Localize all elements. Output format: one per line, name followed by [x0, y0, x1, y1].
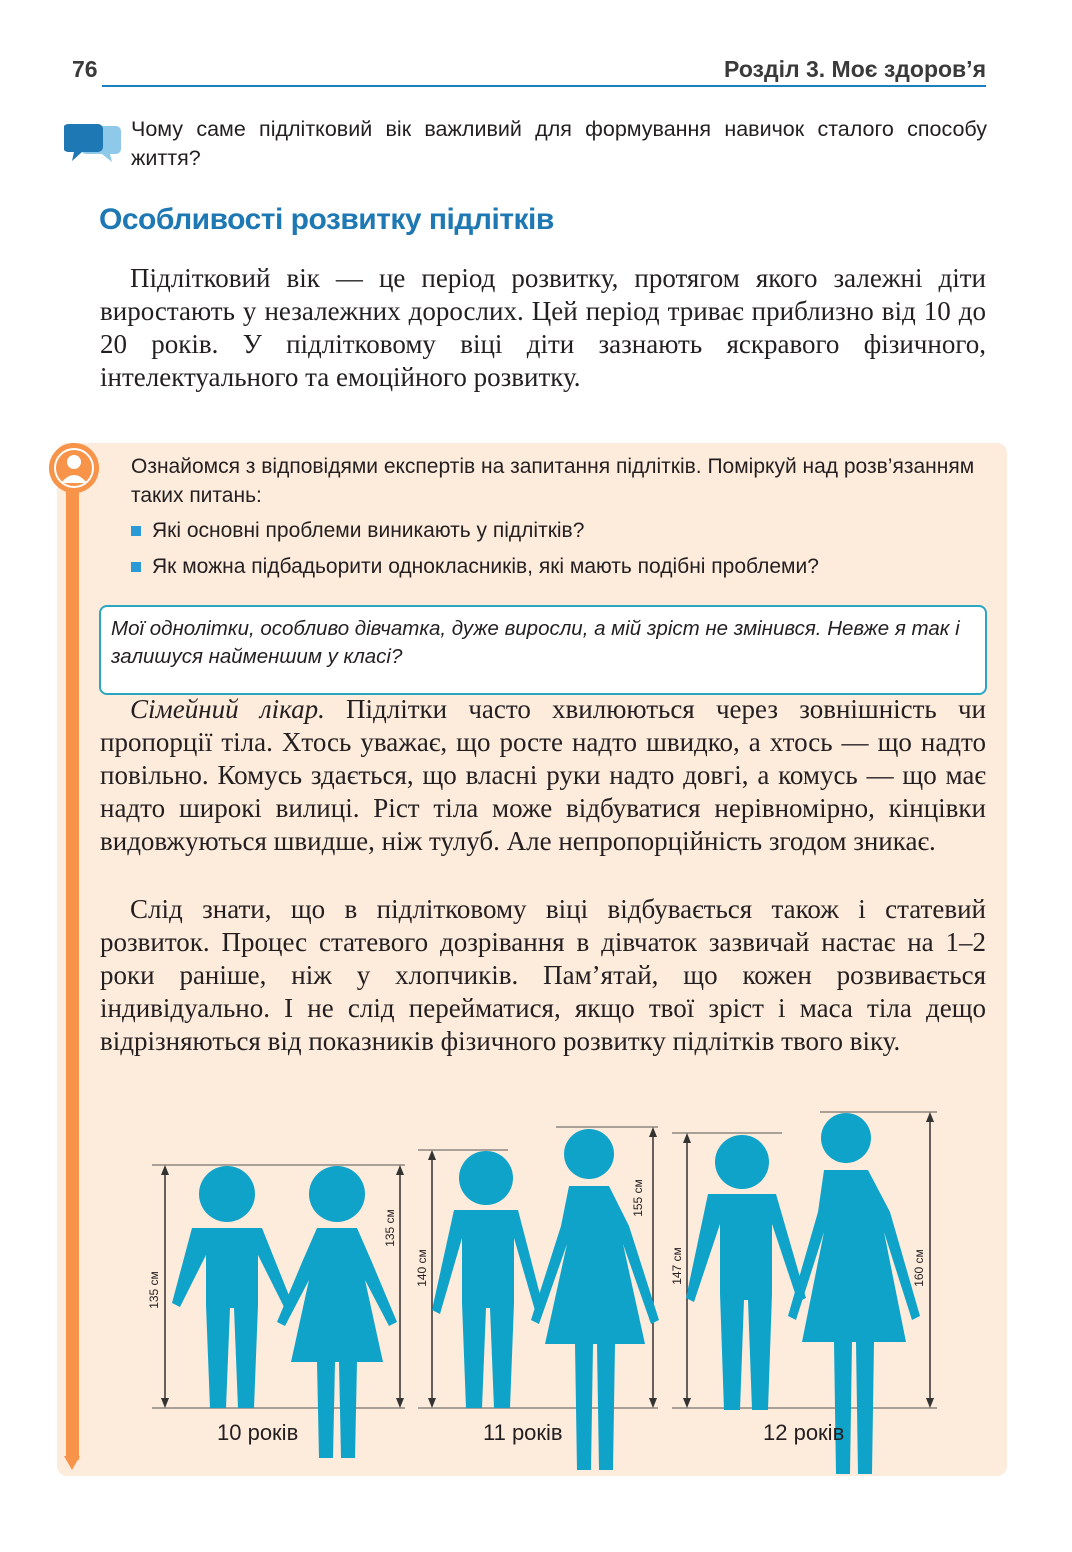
age-label: 10 років: [217, 1420, 299, 1445]
age-label: 11 років: [483, 1420, 563, 1445]
question-text: Чому саме підлітковий вік важливий для формування навичок сталого способу життя?: [131, 117, 987, 170]
panel-lead-text: Ознайомся з відповідями експертів на запитання підлітків. Поміркуй над розв’язанням таких питань:: [131, 455, 975, 507]
list-item: Які основні проблеми виникають у підлітків?: [131, 513, 981, 549]
height-label: 140 см: [415, 1249, 429, 1287]
intro-paragraph: Підлітковий вік — це період розвитку, протягом якого залежні діти виростають у незалежних дорослих. Цей період триває приблизно від 10 до 20 років. У підлітковому віці діти зазнають яскравого фізичного, інтелектуального та емоційного розвитку.: [100, 263, 986, 392]
development-paragraph: Слід знати, що в підлітковому віці відбувається також і статевий розвиток. Процес статевого дозрівання в дівчаток зазвичай настає на 1–2 роки раніше, ніж у хлопчиків. Пам’ятай, що кожен розвивається індивідуально. І не слід перейматися, якщо твої зріст і маса тіла дещо відрізняються від показників фізичного розвитку підлітків твого віку.: [100, 894, 986, 1056]
doctor-role: Сімейний лікар.: [130, 694, 325, 724]
list-item: Як можна підбадьорити однокласників, які мають подібні проблеми?: [131, 549, 981, 585]
page-number: 76: [72, 56, 98, 82]
height-label: 135 см: [383, 1209, 397, 1247]
chapter-title: Розділ 3. Моє здоров’я: [724, 56, 986, 82]
group-10-years: [152, 1165, 405, 1458]
group-11-years: [418, 1127, 659, 1470]
doctor-answer-text: Підлітки часто хвилюються через зовнішність чи пропорції тіла. Хтось уважає, що росте надто швидко, а хтось — що надто повільно. Комусь здається, що власні руки надто довгі, а комусь — що має надто широкі вилиці. Ріст тіла може відбуватися нерівномірно, кінцівки видовжуються швидше, ніж тулуб. Але непропорційність згодом зникає.: [100, 694, 986, 856]
height-label: 147 см: [670, 1247, 684, 1285]
height-label: 160 см: [912, 1249, 926, 1287]
height-label: 135 см: [147, 1271, 161, 1309]
section-title: Особливості розвитку підлітків: [99, 203, 554, 236]
height-label: 155 см: [631, 1179, 645, 1217]
teen-question-quote: Мої однолітки, особливо дівчатка, дуже виросли, а мій зріст не змінився. Невже я так і залишуся найменшим у класі?: [99, 605, 987, 695]
age-label: 12 років: [763, 1420, 845, 1445]
